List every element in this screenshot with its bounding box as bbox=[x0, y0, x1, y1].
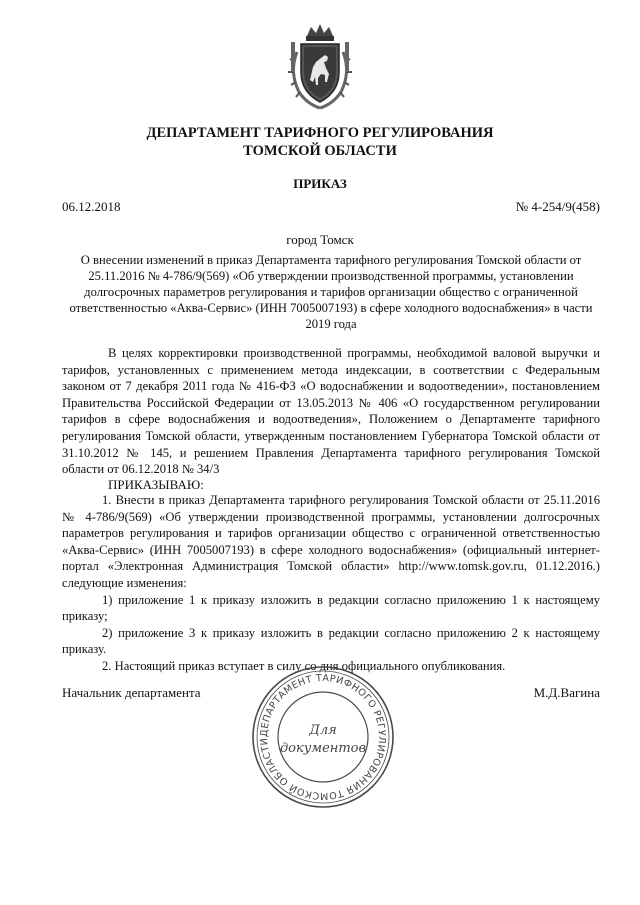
department-name-line2: ТОМСКОЙ ОБЛАСТИ bbox=[243, 143, 397, 159]
document-date: 06.12.2018 bbox=[62, 199, 121, 214]
document-number: № 4-254/9(458) bbox=[515, 199, 600, 214]
seal-ring-text: ДЕПАРТАМЕНТ ТАРИФНОГО РЕГУЛИРОВАНИЯ ТОМСКОЙ ОБЛАСТИ bbox=[258, 672, 388, 802]
order-item-2: 2. Настоящий приказ вступает в силу со дня официального опубликования. bbox=[102, 658, 506, 673]
tomsk-coat-of-arms-icon bbox=[285, 22, 355, 112]
department-name-line1: ДЕПАРТАМЕНТ ТАРИФНОГО РЕГУЛИРОВАНИЯ bbox=[146, 125, 494, 141]
city-name: город Томск bbox=[286, 232, 354, 247]
order-subject: О внесении изменений в приказ Департамента тарифного регулирования Томской области от 25.11.2016 № 4-786/9(569) «Об утверждении производственной программы, установлении долгосрочных параметров регулирования и тарифов организации общество с ограниченной ответственностью «Аква-Сервис» (ИНН 7005007193) в сфере холодного водоснабжения» в части 2019 года bbox=[69, 253, 593, 331]
order-directive: ПРИКАЗЫВАЮ: bbox=[108, 477, 204, 492]
seal-center-line1: Для bbox=[309, 723, 337, 738]
official-seal-stamp bbox=[248, 662, 398, 812]
signatory-name: М.Д.Вагина bbox=[533, 685, 600, 700]
order-body bbox=[62, 492, 600, 675]
order-subitem-1: 1) приложение 1 к приказу изложить в редакции согласно приложению 1 к настоящему приказу; bbox=[62, 592, 600, 624]
document-type-title: ПРИКАЗ bbox=[293, 176, 347, 191]
signatory-position: Начальник департамента bbox=[62, 685, 201, 700]
preamble-paragraph: В целях корректировки производственной программы, необходимой валовой выручки и тарифов, установленных с применением метода индексации, в соответствии с Федеральным законом от 7 декабря 2011 года № 416-ФЗ «О водоснабжении и водоотведении», постановлением Правительства Российской Федерации от 13.05.2013 № 406 «О государственном регулировании тарифов в сфере водоснабжения и водоотведения», Положением о Департаменте тарифного регулирования Томской области, утвержденным постановлением Губернатора Томской области от 31.10.2012 № 145, и решением Правления Департамента тарифного регулирования Томской области от 06.12.2018 № 34/3 bbox=[62, 346, 600, 477]
order-item-1: 1. Внести в приказ Департамента тарифного регулирования Томской области от 25.11.2016 № 4-786/9(569) «Об утверждении производственной программы, установлении долгосрочных параметров регулирования и тарифов организации общество с ограниченной ответственностью «Аква-Сервис» (ИНН 7005007193) в сфере холодного водоснабжения» (официальный интернет-портал «Электронная Администрация Томской области» http://www.tomsk.gov.ru, 01.12.2016.) следующие изменения: bbox=[62, 493, 600, 590]
order-subitem-2: 2) приложение 3 к приказу изложить в редакции согласно приложению 2 к настоящему приказу. bbox=[62, 625, 600, 657]
seal-center-line2: документов bbox=[279, 741, 367, 756]
